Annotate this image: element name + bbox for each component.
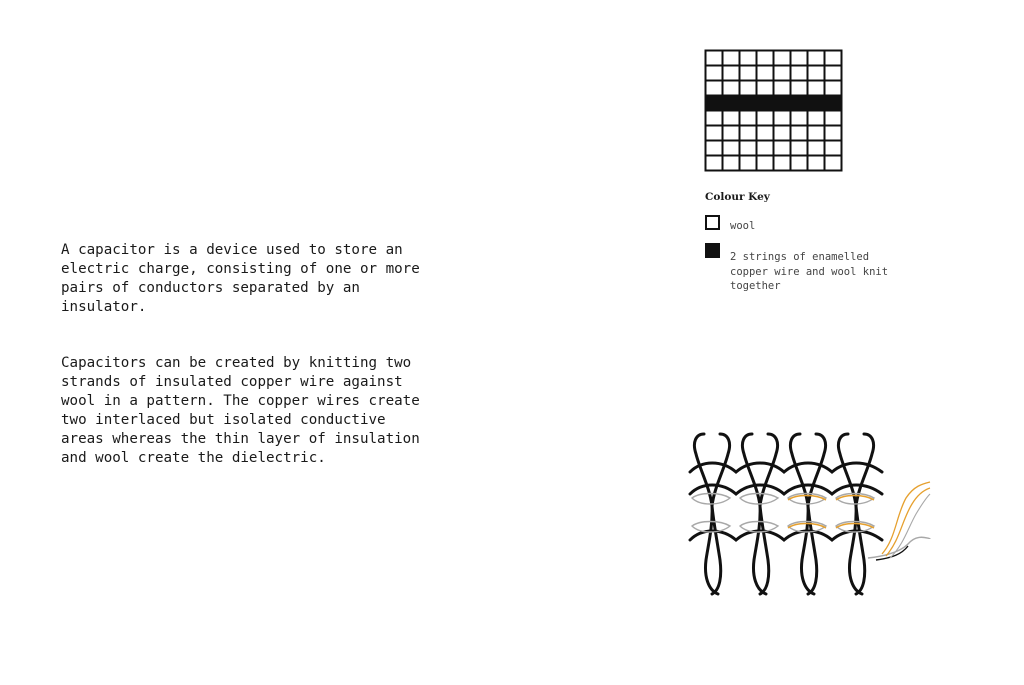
grid-cell-wool <box>808 156 825 171</box>
grid-cell-wool <box>740 156 757 171</box>
grid-cell-wool <box>757 51 774 66</box>
grid-cell-wool <box>825 51 842 66</box>
grid-cell-wool <box>825 111 842 126</box>
wool-label: wool <box>730 220 756 232</box>
grid-cell-wool <box>808 66 825 81</box>
grid-cell-wool <box>791 66 808 81</box>
grid-cell-copper <box>791 96 808 111</box>
knitting-chart-grid <box>704 49 844 172</box>
description-paragraph-1: A capacitor is a device used to store an electric charge, consisting of one or more pairs of conductors separated by an insulator. <box>61 241 420 315</box>
grid-cell-copper <box>757 96 774 111</box>
grid-cell-wool <box>706 111 723 126</box>
grid-cell-wool <box>808 141 825 156</box>
grid-cell-copper <box>774 96 791 111</box>
grid-cell-wool <box>791 81 808 96</box>
grid-cell-wool <box>740 66 757 81</box>
copper-wire-label: 2 strings of enamelled copper wire and wool knit together <box>730 251 889 292</box>
grid-cell-wool <box>791 126 808 141</box>
body-text <box>61 222 421 506</box>
grid-cell-wool <box>774 51 791 66</box>
grid-cell-wool <box>723 51 740 66</box>
grid-cell-wool <box>825 141 842 156</box>
stitch-columns <box>694 434 873 594</box>
grid-cell-wool <box>723 141 740 156</box>
grid-cell-copper <box>706 96 723 111</box>
grid-cell-wool <box>757 141 774 156</box>
knit-stitch-illustration <box>686 428 936 600</box>
grid-cell-wool <box>774 126 791 141</box>
grid-cell-copper <box>825 96 842 111</box>
grid-cell-wool <box>808 81 825 96</box>
grid-cell-wool <box>706 141 723 156</box>
grid-cell-wool <box>774 111 791 126</box>
wool-yarn-rows <box>690 463 882 540</box>
grid-cell-wool <box>757 66 774 81</box>
grid-cell-wool <box>706 51 723 66</box>
grid-cell-wool <box>740 81 757 96</box>
grid-cell-wool <box>757 126 774 141</box>
grid-cell-wool <box>825 81 842 96</box>
grid-cell-wool <box>740 126 757 141</box>
grid-cell-wool <box>774 141 791 156</box>
grid-cell-wool <box>740 111 757 126</box>
grid-cell-wool <box>706 156 723 171</box>
grid-cell-wool <box>774 81 791 96</box>
grid-cell-wool <box>791 156 808 171</box>
grid-cell-wool <box>723 156 740 171</box>
grid-cell-wool <box>791 141 808 156</box>
grid-cell-wool <box>706 81 723 96</box>
grid-cell-copper <box>808 96 825 111</box>
grid-cell-wool <box>825 66 842 81</box>
colour-key-title: Colour Key <box>705 191 770 203</box>
grid-cell-wool <box>740 141 757 156</box>
grid-cell-wool <box>723 126 740 141</box>
description-paragraph-2: Capacitors can be created by knitting two strands of insulated copper wire against wool in a pattern. The copper wires create two interlaced but isolated conductive areas whereas the thin layer of insulation and wool create the dielectric. <box>61 355 420 466</box>
grid-cell-wool <box>774 156 791 171</box>
grid-cell-wool <box>706 66 723 81</box>
grid-cell-wool <box>774 66 791 81</box>
grid-cell-wool <box>740 51 757 66</box>
wool-swatch <box>705 215 720 230</box>
grid-cell-wool <box>757 156 774 171</box>
copper-wire-strands <box>692 482 930 560</box>
grid-cell-wool <box>723 111 740 126</box>
grid-cell-wool <box>791 51 808 66</box>
grid-cell-wool <box>791 111 808 126</box>
grid-cell-wool <box>723 81 740 96</box>
grid-cell-wool <box>825 126 842 141</box>
copper-wire-swatch <box>705 243 720 258</box>
grid-cell-wool <box>757 81 774 96</box>
grid-cell-wool <box>723 66 740 81</box>
grid-cell-wool <box>757 111 774 126</box>
grid-cell-wool <box>825 156 842 171</box>
grid-cell-wool <box>808 51 825 66</box>
grid-cell-wool <box>808 126 825 141</box>
grid-cell-wool <box>706 126 723 141</box>
grid-cell-copper <box>723 96 740 111</box>
grid-cell-copper <box>740 96 757 111</box>
grid-cell-wool <box>808 111 825 126</box>
